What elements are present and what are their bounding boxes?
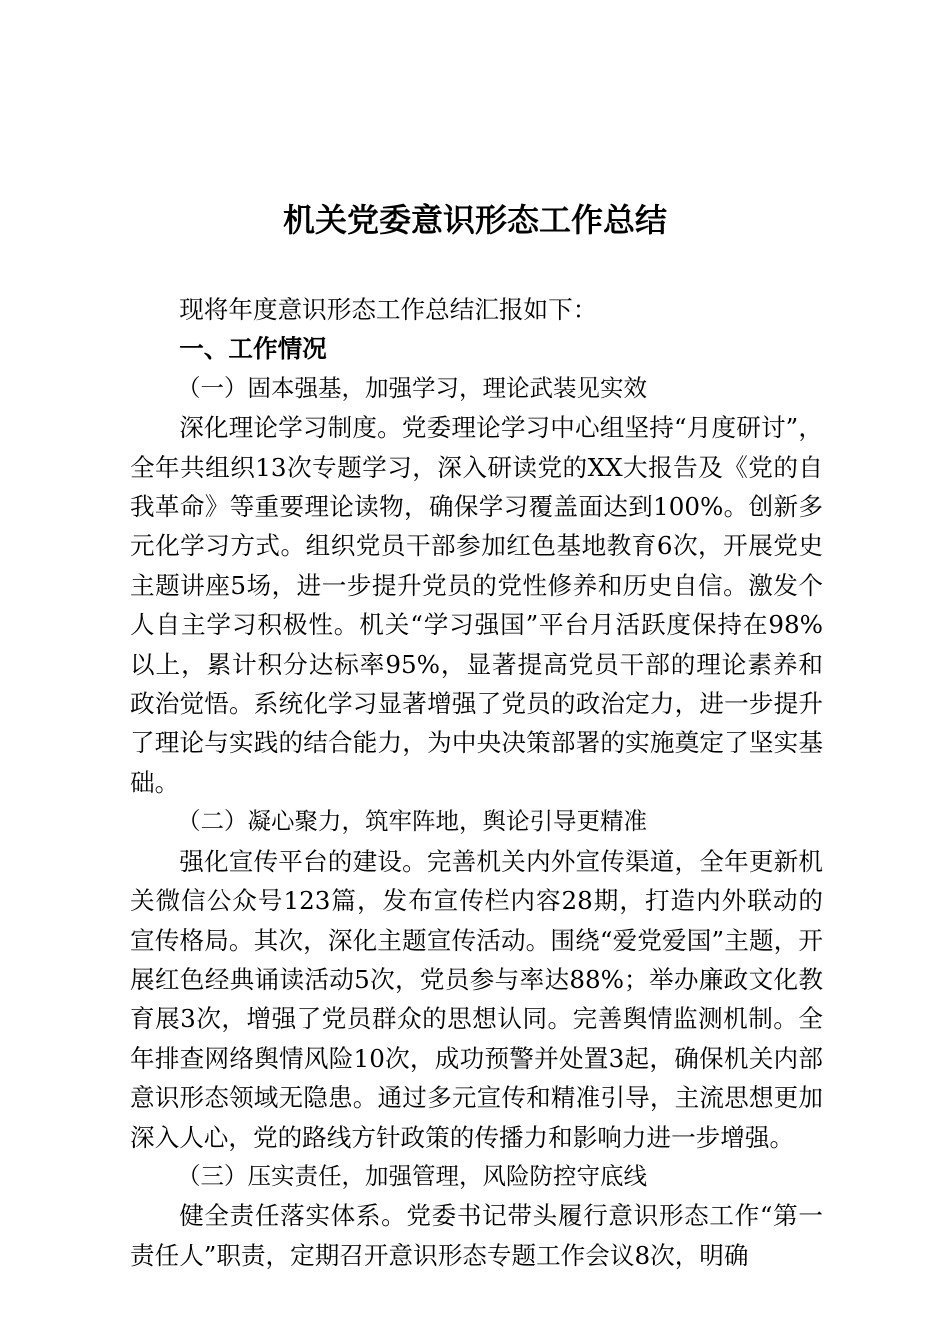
subsection-heading-3: （三）压实责任，加强管理，风险防控守底线 xyxy=(177,1161,647,1190)
section-heading-work-status: 一、工作情况 xyxy=(179,334,327,364)
subsection-heading-1: （一）固本强基，加强学习，理论武装见实效 xyxy=(177,373,647,402)
subsection-paragraph-3: 健全责任落实体系。党委书记带头履行意识形态工作“第一责任人”职责，定期召开意识形态专题工作会议8次，明确 xyxy=(130,1201,823,1270)
document-body xyxy=(130,290,823,1275)
subsection-paragraph-2: 强化宣传平台的建设。完善机关内外宣传渠道，全年更新机关微信公众号123篇，发布宣传栏内容28期，打造内外联动的宣传格局。其次，深化主题宣传活动。围绕“爱党爱国”主题，开展红色经典诵读活动5次，党员参与率达88%；举办廉政文化教育展3次，增强了党员群众的思想认同。完善舆情监测机制。全年排查网络舆情风险10次，成功预警并处置3起，确保机关内部意识形态领域无隐患。通过多元宣传和精准引导，主流思想更加深入人心，党的路线方针政策的传播力和影响力进一步增强。 xyxy=(130,846,823,1152)
intro-paragraph: 现将年度意识形态工作总结汇报如下： xyxy=(179,295,598,324)
document-title: 机关党委意识形态工作总结 xyxy=(282,201,667,239)
subsection-heading-2: （二）凝心聚力，筑牢阵地，舆论引导更精准 xyxy=(177,807,647,836)
subsection-paragraph-1: 深化理论学习制度。党委理论学习中心组坚持“月度研讨”，全年共组织13次专题学习，深入研读党的XX大报告及《党的自我革命》等重要理论读物，确保学习覆盖面达到100%。创新多元化学习方式。组织党员干部参加红色基地教育6次，开展党史主题讲座5场，进一步提升党员的党性修养和历史自信。激发个人自主学习积极性。机关“学习强国”平台月活跃度保持在98%以上，累计积分达标率95%，显著提高党员干部的理论素养和政治觉悟。系统化学习显著增强了党员的政治定力，进一步提升了理论与实践的结合能力，为中央决策部署的实施奠定了坚实基础。 xyxy=(130,413,823,797)
